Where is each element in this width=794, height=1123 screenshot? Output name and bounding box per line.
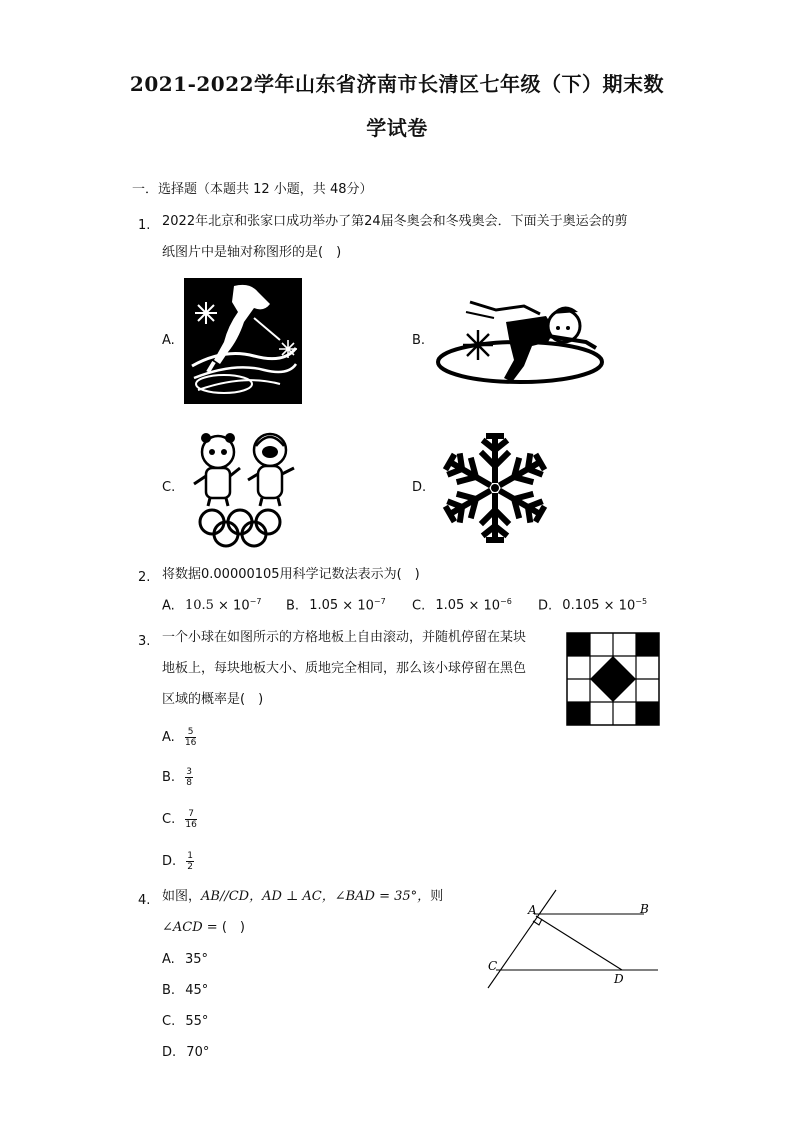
q3-option-a[interactable] xyxy=(162,727,196,748)
q3-option-c-label: C. xyxy=(162,812,176,827)
tile-floor-figure xyxy=(567,633,659,725)
snowflake-icon-b xyxy=(463,330,493,360)
q1-stem-line-2: 纸图片中是轴对称图形的是( ) xyxy=(162,245,342,260)
q2-option-c-times: × 10 xyxy=(468,598,501,614)
q3-option-d-numerator: 1 xyxy=(187,851,194,861)
q3-stem-line-1: 一个小球在如图所示的方格地板上自由滚动，并随机停留在某块 xyxy=(162,630,527,645)
point-c-label: C xyxy=(488,959,498,973)
olympic-rings-icon xyxy=(200,510,280,546)
q2-option-c-exp: −6 xyxy=(500,597,512,606)
parallel-lines-geometry-figure xyxy=(480,888,662,992)
q1-option-a-label[interactable]: A. xyxy=(162,333,175,348)
q3-option-b-numerator: 3 xyxy=(186,767,192,777)
q4-stem-then: 则 xyxy=(430,889,444,904)
q2-option-a-mantissa: 10.5 xyxy=(184,598,214,614)
q3-option-c-fraction xyxy=(185,809,196,830)
q2-option-b[interactable] xyxy=(286,597,386,613)
q3-option-d[interactable] xyxy=(162,851,194,872)
q4-option-a-label: A. xyxy=(162,952,175,967)
q3-option-b-label: B. xyxy=(162,770,176,785)
section-heading: 一．选择题（本题共 12 小题，共 48分） xyxy=(132,182,373,197)
q3-stem-line-2: 地板上，每块地板大小、质地完全相同，那么该小球停留在黑色 xyxy=(162,661,527,676)
q2-option-a[interactable] xyxy=(162,597,261,613)
q3-option-d-label: D. xyxy=(162,854,177,869)
q4-option-c-value: 55° xyxy=(185,1014,209,1029)
q3-option-d-fraction xyxy=(186,851,194,872)
q2-option-d-label: D. xyxy=(538,598,553,614)
q2-option-a-label: A. xyxy=(162,598,175,614)
q2-option-c-label: C. xyxy=(412,598,426,614)
snowflake-papercut-image xyxy=(440,430,550,546)
q4-option-c[interactable] xyxy=(162,1014,208,1029)
point-a-label: A xyxy=(528,903,537,917)
q3-option-b-denominator: 8 xyxy=(186,778,192,788)
q4-option-a-value: 35° xyxy=(184,952,208,967)
q3-option-d-denominator: 2 xyxy=(187,862,194,872)
exam-title-line-1: 2021-2022学年山东省济南市长清区七年级（下）期末数 xyxy=(129,72,665,96)
q4-stem-line-1 xyxy=(162,887,443,907)
point-d-label: D xyxy=(614,972,624,986)
q1-option-d-label[interactable]: D. xyxy=(412,480,427,495)
q4-asked-angle: ∠ACD = xyxy=(162,920,222,935)
q3-option-c-numerator: 7 xyxy=(185,809,196,820)
q3-option-b-fraction xyxy=(185,767,193,788)
q3-option-a-denominator: 16 xyxy=(184,738,197,748)
q2-option-b-label: B. xyxy=(286,598,300,614)
q4-number: 4. xyxy=(138,893,151,908)
q2-option-b-times: × 10 xyxy=(342,598,374,614)
q2-number: 2. xyxy=(138,570,151,585)
exam-title-line-2: 学试卷 xyxy=(366,116,428,140)
q3-stem-line-3: 区域的概率是( ) xyxy=(162,692,264,707)
skater-papercut-image xyxy=(436,290,604,386)
q3-option-c[interactable] xyxy=(162,809,197,830)
q3-option-b[interactable] xyxy=(162,767,193,788)
q2-option-b-exp: −7 xyxy=(373,597,386,606)
point-b-label: B xyxy=(640,902,649,916)
q2-option-d-exp: −5 xyxy=(635,597,648,606)
q3-option-a-numerator: 5 xyxy=(185,727,196,738)
q1-option-c-label[interactable]: C. xyxy=(162,480,176,495)
q1-option-b-label[interactable]: B. xyxy=(412,333,426,348)
q4-option-b-label: B. xyxy=(162,983,176,998)
q3-option-c-denominator: 16 xyxy=(185,820,197,830)
q4-option-a[interactable] xyxy=(162,952,208,967)
transversal-ac xyxy=(488,890,556,988)
q4-stem-line-2 xyxy=(162,918,245,938)
q2-option-d[interactable] xyxy=(538,597,647,613)
q4-option-b-value: 45° xyxy=(185,983,209,998)
q4-stem-prefix: 如图， xyxy=(162,889,202,904)
q2-option-b-mantissa: 1.05 xyxy=(309,598,339,614)
q4-option-d[interactable] xyxy=(162,1045,209,1060)
q2-option-a-times: × 10 xyxy=(218,598,250,614)
q1-number: 1. xyxy=(138,218,151,233)
q3-number: 3. xyxy=(138,634,151,649)
q4-option-d-value: 70° xyxy=(186,1045,210,1060)
q4-option-b[interactable] xyxy=(162,983,208,998)
mascots-olympic-rings-papercut-image xyxy=(190,428,300,550)
segment-ad xyxy=(536,916,622,970)
skier-papercut-image xyxy=(184,278,302,404)
q4-given-conditions: AB//CD，AD ⊥ AC，∠BAD = 35°， xyxy=(201,889,431,904)
q2-option-c[interactable] xyxy=(412,597,512,613)
snowflake-icon-left xyxy=(195,302,217,324)
q2-option-c-mantissa: 1.05 xyxy=(435,598,465,614)
q2-option-d-times: × 10 xyxy=(603,598,636,614)
q2-option-a-exp: −7 xyxy=(249,597,262,606)
q4-stem-paren: ( ) xyxy=(221,920,245,935)
q4-option-c-label: C. xyxy=(162,1014,176,1029)
q2-option-d-mantissa: 0.105 xyxy=(562,598,600,614)
q2-stem: 将数据0.00000105用科学记数法表示为( ) xyxy=(162,567,420,582)
q4-option-d-label: D. xyxy=(162,1045,177,1060)
q1-stem-line-1: 2022年北京和张家口成功举办了第24届冬奥会和冬残奥会．下面关于奥运会的剪 xyxy=(162,214,628,229)
q3-option-a-label: A. xyxy=(162,730,175,745)
q3-option-a-fraction xyxy=(185,727,196,748)
